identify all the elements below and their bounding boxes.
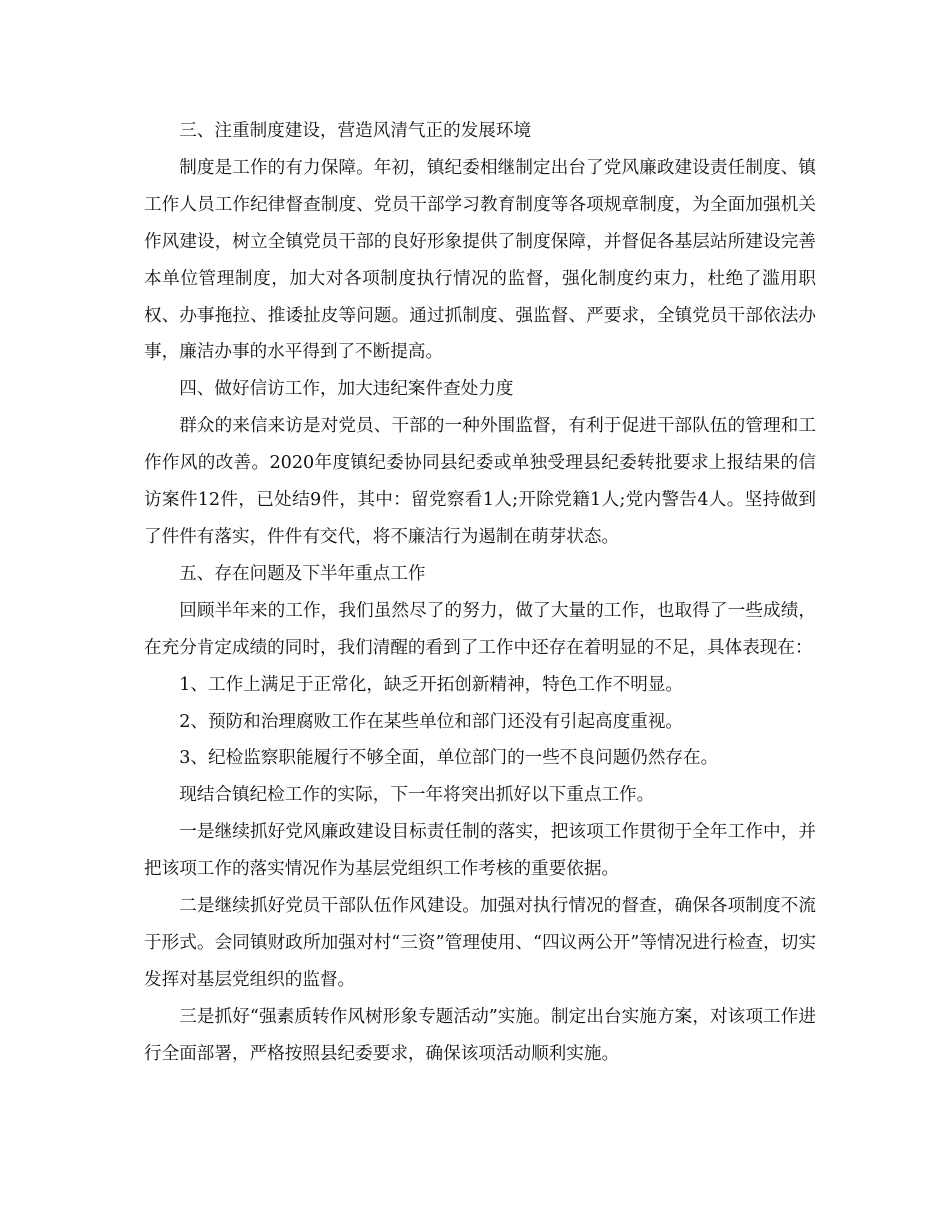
paragraph-next-step-3: 三是抓好“强素质转作风树形象专题活动”实施。制定出台实施方案，对该项工作进行全面部署，严格按照县纪委要求，确保该项活动顺利实施。 [144,1006,816,1064]
paragraph-next-step-1: 一是继续抓好党风廉政建设目标责任制的落实，把该项工作贯彻于全年工作中，并把该项工作的落实情况作为基层党组织工作考核的重要依据。 [144,822,816,880]
paragraph-review: 回顾半年来的工作，我们虽然尽了的努力，做了大量的工作，也取得了一些成绩，在充分肯定成绩的同时，我们清醒的看到了工作中还存在着明显的不足，具体表现在： [144,600,816,658]
list-item-problem-3: 3、纪检监察职能履行不够全面，单位部门的一些不良问题仍然存在。 [179,748,719,769]
document-body [144,113,816,1073]
section-heading-4: 四、做好信访工作，加大违纪案件查处力度 [179,379,514,400]
list-item-problem-1: 1、工作上满足于正常化，缺乏开拓创新精神，特色工作不明显。 [179,674,684,695]
section-heading-3: 三、注重制度建设，营造风清气正的发展环境 [179,121,532,141]
section-heading-5: 五、存在问题及下半年重点工作 [179,563,426,584]
paragraph-institution-building: 制度是工作的有力保障。年初，镇纪委相继制定出台了党风廉政建设责任制度、镇工作人员工作纪律督查制度、党员干部学习教育制度等各项规章制度，为全面加强机关作风建设，树立全镇党员干部的良好形象提供了制度保障，并督促各基层站所建设完善本单位管理制度，加大对各项制度执行情况的监督，强化制度约束力，杜绝了滥用职权、办事拖拉、推诿扯皮等问题。通过抓制度、强监督、严要求，全镇党员干部依法办事，廉洁办事的水平得到了不断提高。 [144,157,816,363]
list-item-problem-2: 2、预防和治理腐败工作在某些单位和部门还没有引起高度重视。 [179,711,684,732]
paragraph-petitions: 群众的来信来访是对党员、干部的一种外围监督，有利于促进干部队伍的管理和工作作风的改善。2020年度镇纪委协同县纪委或单独受理县纪委转批要求上报结果的信访案件12件，已处结9件，其中：留党察看1人;开除党籍1人;党内警告4人。坚持做到了件件有落实，件件有交代，将不廉洁行为遏制在萌芽状态。 [144,416,816,547]
paragraph-next-steps-intro: 现结合镇纪检工作的实际，下一年将突出抓好以下重点工作。 [179,785,655,806]
paragraph-next-step-2: 二是继续抓好党员干部队伍作风建设。加强对执行情况的督查，确保各项制度不流于形式。会同镇财政所加强对村“三资”管理使用、“四议两公开”等情况进行检查，切实发挥对基层党组织的监督。 [144,896,816,990]
